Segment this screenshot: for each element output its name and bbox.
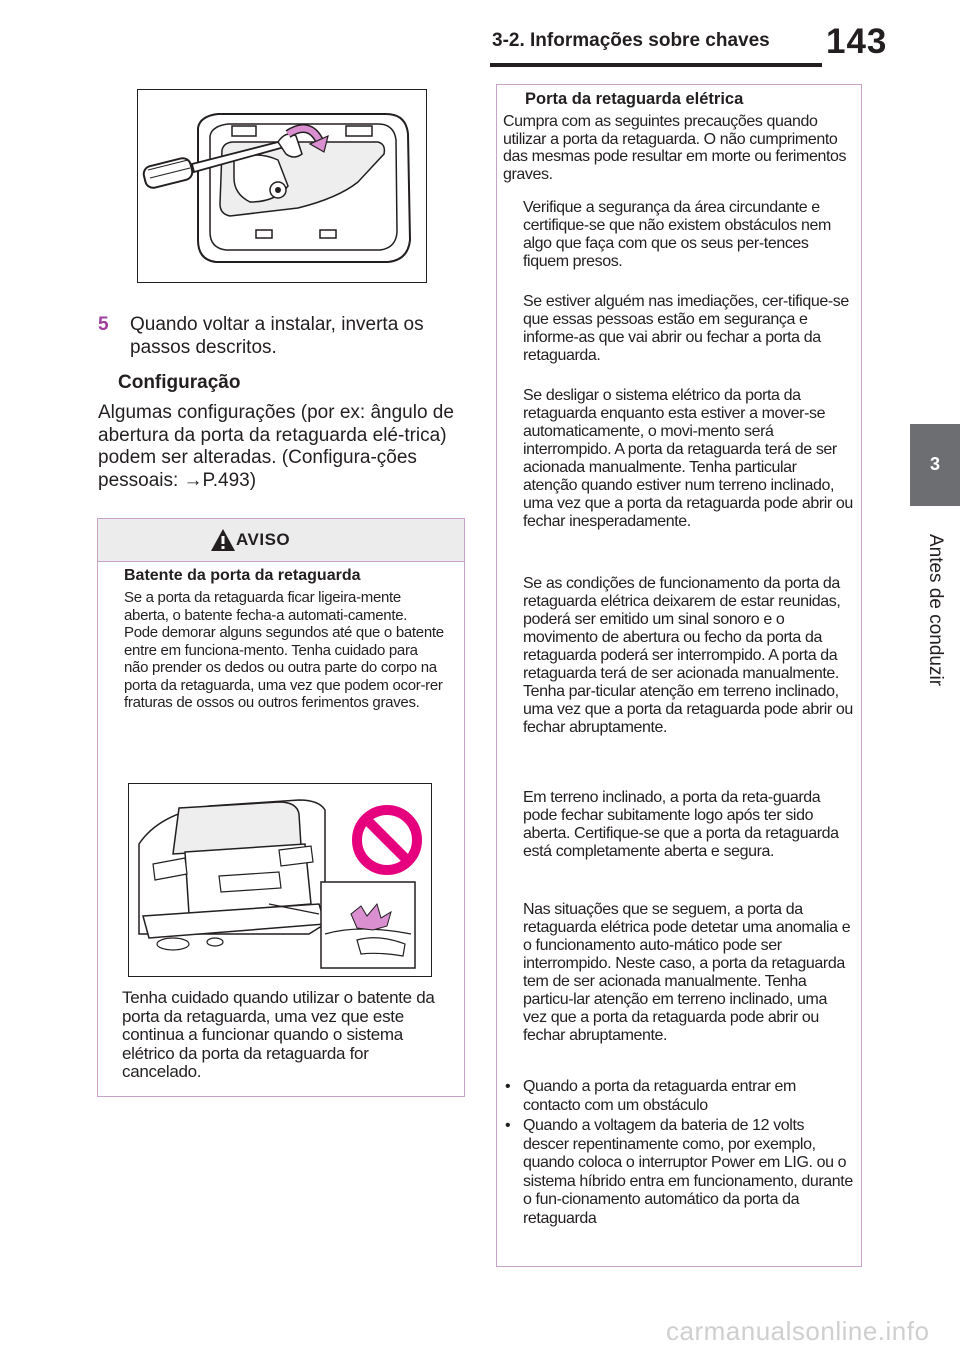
section-title: 3-2. Informações sobre chaves (492, 30, 770, 51)
warning-text-2: Tenha cuidado quando utilizar o batente da porta da retaguarda, uma vez que este continua a funcionar quando o sistema elétrico da porta da retaguarda for cancelado. (122, 988, 435, 1081)
chapter-tab-rule (910, 504, 960, 506)
paragraph-4: Se as condições de funcionamento da porta da retaguarda elétrica deixarem de estar reunidas, poderá ser emitido um sinal sonoro e o movimento de abertura ou fecho da porta da retaguarda poderá ser interrompido. A porta da retaguarda terá de ser acionada manualmente. Tenha par-ticular atenção em terreno inclinado, uma vez que a porta da retaguarda pode abrir ou fechar abruptamente. (523, 575, 853, 736)
condition-list (503, 1078, 853, 1230)
warning-text: Se a porta da retaguarda ficar ligeira-mente aberta, o batente fecha-a automati-camente. Pode demorar alguns segundos até que o batente entre em funciona-mento. Tenha cuidado para não prender os dedos ou outra parte do corpo na porta da retaguarda, uma vez que podem ocor-rer fraturas de ossos ou outros ferimentos graves. (124, 589, 444, 711)
power-tailgate-intro: Cumpra com as seguintes precauções quando utilizar a porta da retaguarda. O não cumprimento das mesmas pode resultar em morte ou ferimentos graves. (503, 113, 847, 183)
warning-label: AVISO (236, 530, 291, 549)
chapter-title: Antes de conduzir (925, 533, 946, 687)
page-header (0, 0, 960, 74)
chapter-number: 3 (929, 454, 940, 474)
step-number: 5 (98, 314, 109, 335)
paragraph-1: Verifique a segurança da área circundante e certifique-se que não existem obstáculos nem algo que faça com que os seus per-tences fiquem presos. (523, 199, 831, 270)
config-heading: Configuração (118, 372, 241, 393)
page-number: 143 (826, 22, 888, 61)
watermark: carmanualsonline.info (666, 1316, 930, 1346)
config-body: Algumas configurações (por ex: ângulo de abertura da porta da retaguarda elé-trica) podem ser alteradas. (Configura-ções pessoais: →P.493) (98, 402, 454, 491)
prohibition-icon (357, 810, 417, 870)
list-item (503, 1078, 853, 1115)
list-item-text: Quando a voltagem da bateria de 12 volts descer repentinamente como, por exemplo, quando coloca o interruptor Power em LIG. ou o sistema híbrido entra em funcionamento, durante o fun-cionamento automático da porta da retaguarda (523, 1117, 853, 1227)
header-rule (490, 63, 822, 67)
bullet-icon: • (505, 1117, 511, 1134)
warning-subtitle: Batente da porta da retaguarda (124, 567, 361, 584)
tailgate-illustration (128, 783, 432, 977)
bullet-icon: • (505, 1078, 511, 1095)
warning-box (97, 518, 465, 1097)
paragraph-6: Nas situações que se seguem, a porta da retaguarda elétrica pode detetar uma anomalia e o funcionamento auto-mático pode ser interrompido. Neste caso, a porta da retaguarda tem de ser acionada manualmente. Tenha particu-lar atenção em terreno inclinado, uma vez que a porta da retaguarda pode abrir ou fechar abruptamente. (523, 901, 851, 1044)
warning-triangle-icon (210, 528, 236, 552)
chapter-tab[interactable] (910, 424, 960, 504)
step-text: Quando voltar a instalar, inverta os passos descritos. (130, 314, 424, 358)
power-tailgate-title: Porta da retaguarda elétrica (525, 90, 744, 108)
list-item-text: Quando a porta da retaguarda entrar em contacto com um obstáculo (523, 1078, 796, 1114)
paragraph-5: Em terreno inclinado, a porta da reta-guarda pode fechar subitamente logo após ter sido aberta. Certifique-se que a porta da retaguarda está completamente aberta e segura. (523, 789, 839, 860)
fuel-door-illustration (137, 89, 427, 283)
warning-header (98, 519, 464, 562)
paragraph-3: Se desligar o sistema elétrico da porta da retaguarda enquanto esta estiver a mover-se automaticamente, o movi-mento será interrompido. A porta da retaguarda terá de ser acionada manualmente. Tenha particular atenção quando estiver num terreno inclinado, uma vez que a porta da retaguarda pode abrir ou fechar inesperadamente. (523, 387, 853, 530)
power-tailgate-warning (496, 84, 862, 1267)
list-item (503, 1117, 853, 1228)
paragraph-2: Se estiver alguém nas imediações, cer-tifique-se que essas pessoas estão em segurança e informe-as que vai abrir ou fechar a porta da retaguarda. (523, 293, 849, 364)
